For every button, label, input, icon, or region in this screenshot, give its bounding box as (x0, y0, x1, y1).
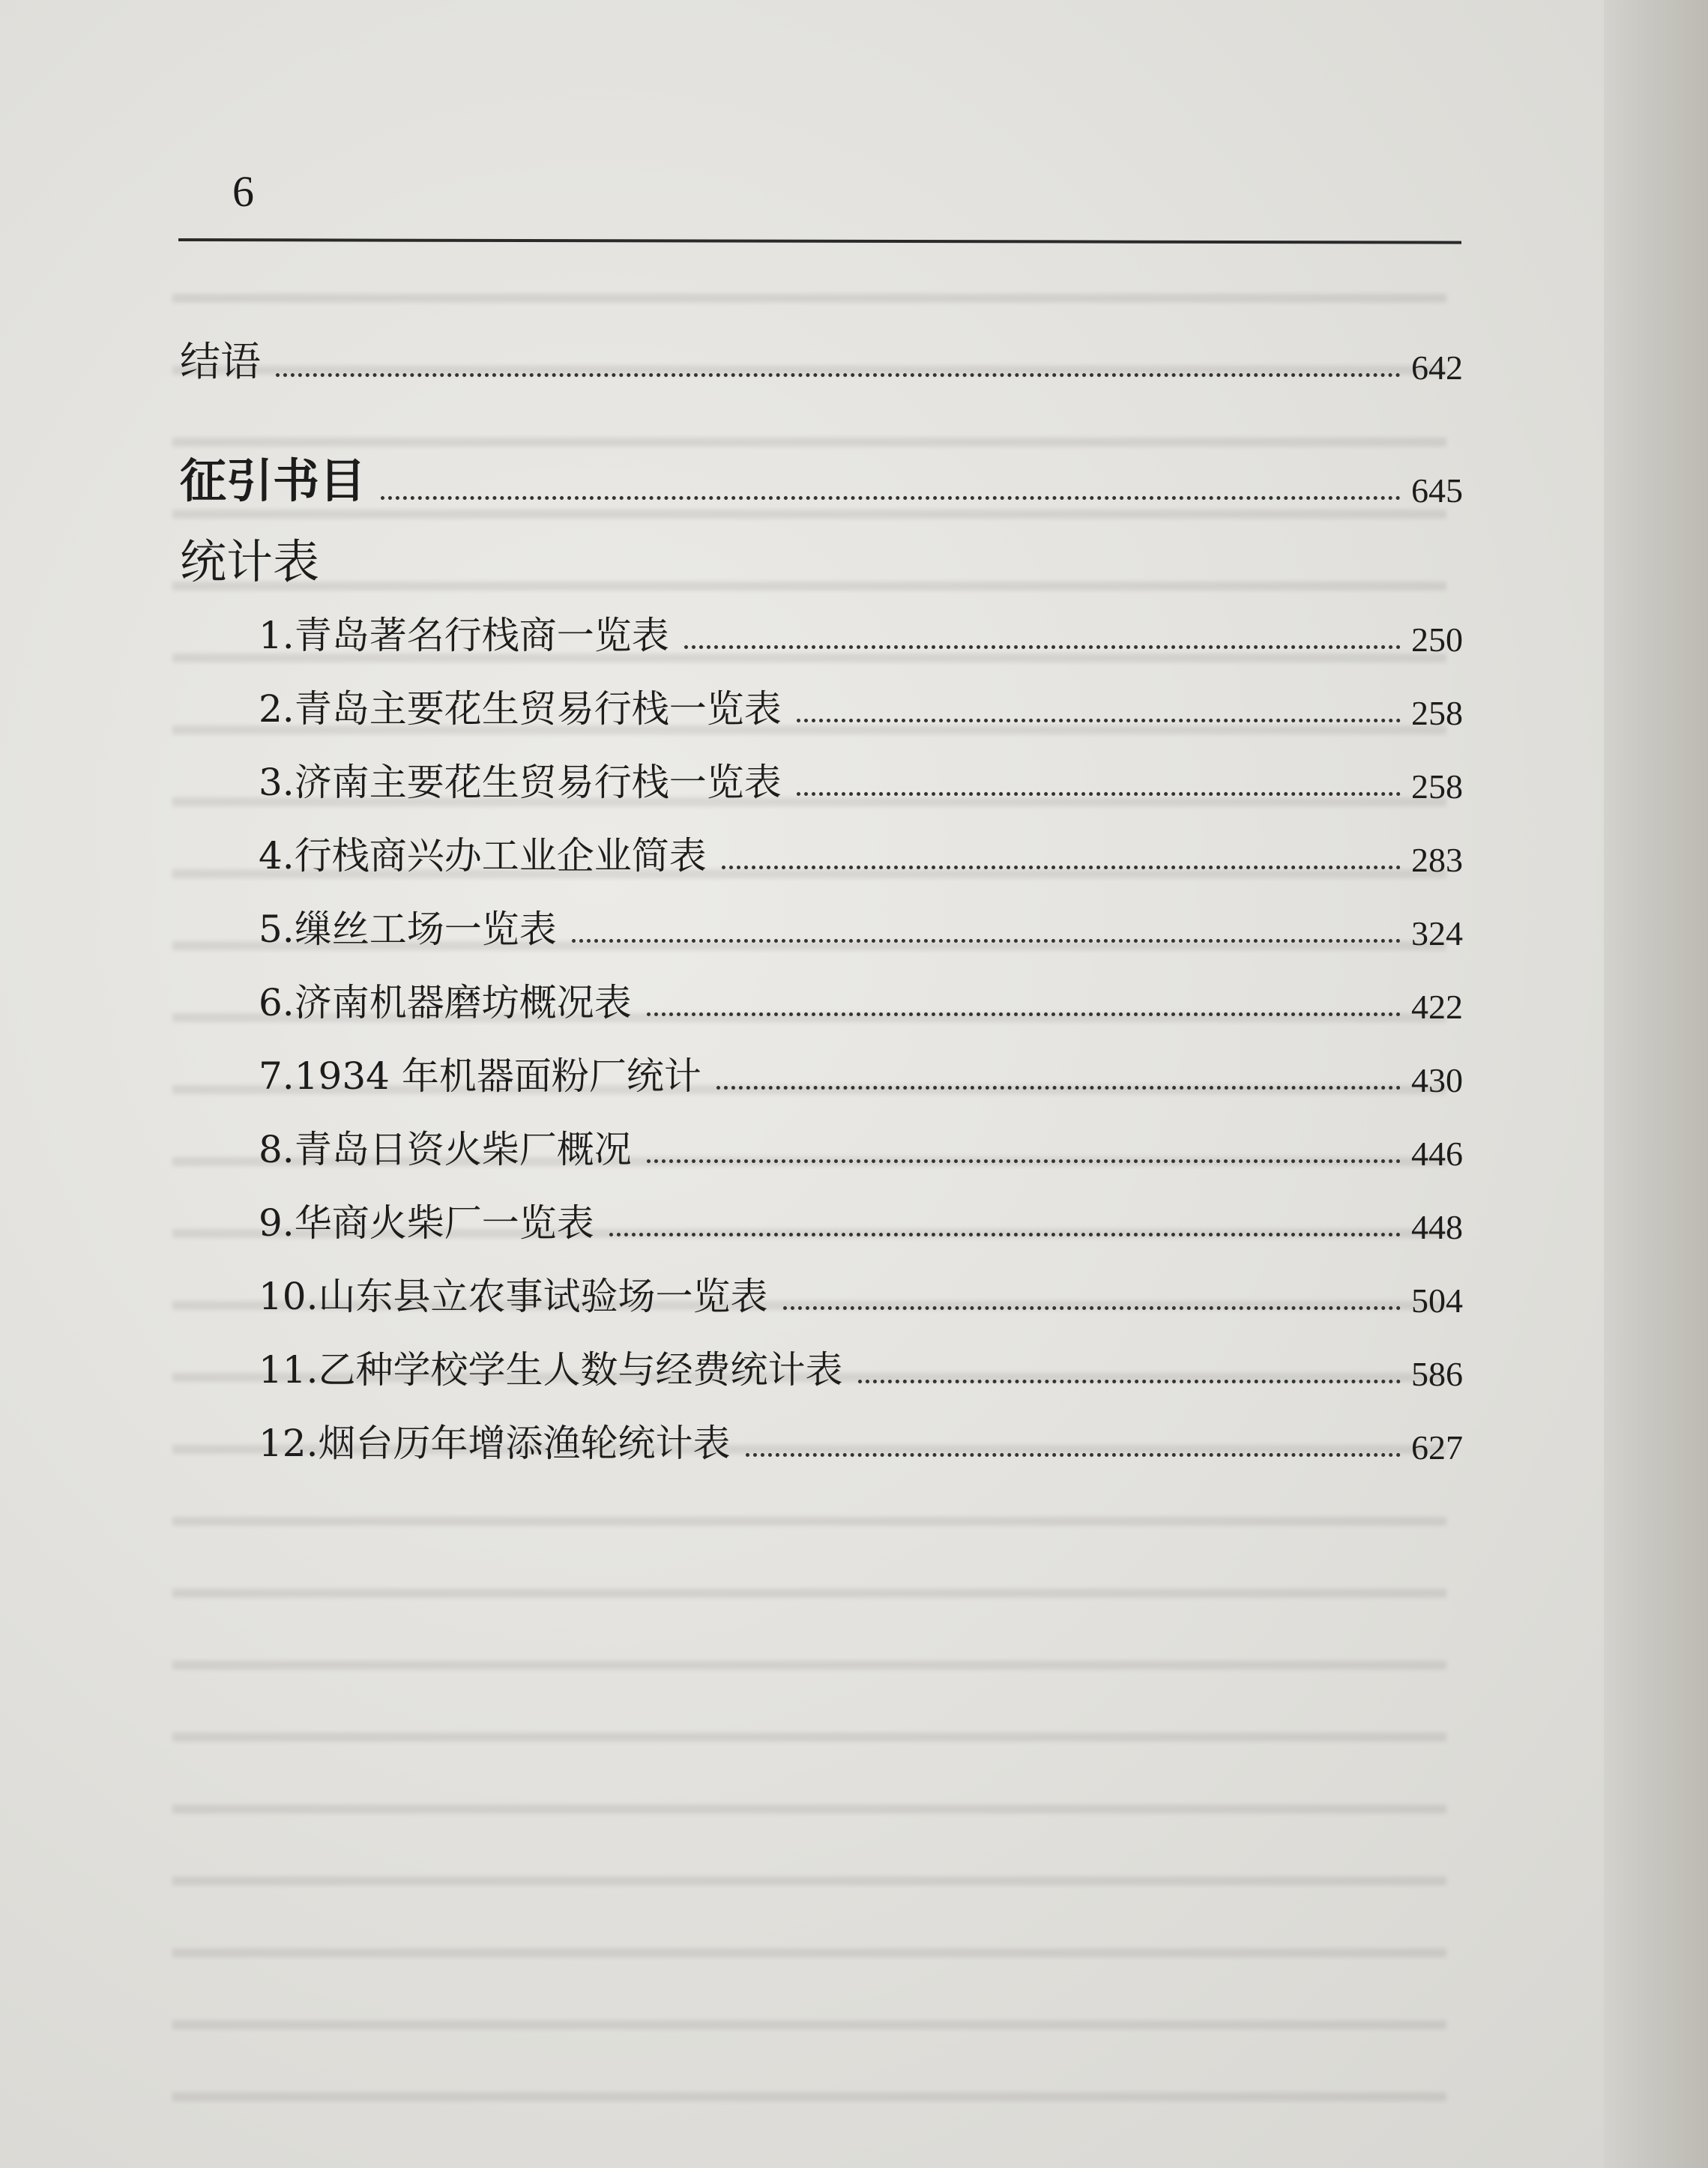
table-entry-label: 1.青岛著名行栈商一览表 (259, 614, 669, 657)
page-number: 6 (232, 167, 254, 216)
leader-dots (381, 496, 1401, 500)
table-entry (259, 973, 1463, 1027)
table-entry-label: 9.华商火柴厂一览表 (259, 1201, 594, 1245)
table-entry-page: 258 (1411, 694, 1463, 732)
table-entry-label: 7.1934 年机器面粉厂统计 (259, 1054, 701, 1098)
table-entry (259, 1340, 1463, 1394)
table-entry (259, 826, 1463, 880)
table-entry-label: 2.青岛主要花生贸易行栈一览表 (259, 687, 782, 731)
leader-dots (609, 1233, 1401, 1237)
leader-dots (684, 645, 1401, 649)
table-entry-page: 283 (1411, 841, 1463, 879)
toc-entry-page: 645 (1411, 471, 1463, 510)
toc-entry-label: 征引书目 (180, 453, 366, 508)
page-edge-shadow (1604, 0, 1708, 2168)
leader-dots (647, 1159, 1401, 1163)
table-entry-page: 324 (1411, 914, 1463, 952)
table-entry-label: 5.缫丝工场一览表 (259, 908, 557, 951)
table-entry-label: 6.济南机器磨坊概况表 (259, 981, 632, 1024)
table-entry-page: 627 (1411, 1428, 1463, 1467)
table-entry (259, 1046, 1463, 1100)
leader-dots (746, 1453, 1401, 1457)
table-entry (259, 1193, 1463, 1247)
table-entry-label: 11.乙种学校学生人数与经费统计表 (259, 1348, 843, 1392)
leader-dots (797, 792, 1401, 796)
leader-dots (572, 939, 1401, 943)
table-entry (259, 1266, 1463, 1320)
show-through-text (172, 247, 1446, 2121)
table-entry-label: 3.济南主要花生贸易行栈一览表 (259, 761, 782, 804)
toc-entry-conclusion (180, 330, 1463, 387)
table-entry-page: 258 (1411, 767, 1463, 806)
table-entry (259, 1413, 1463, 1467)
table-entry (259, 752, 1463, 806)
table-entry-page: 446 (1411, 1135, 1463, 1173)
toc-entry-page: 642 (1411, 348, 1463, 387)
table-entry-page: 250 (1411, 620, 1463, 659)
table-entry-label: 8.青岛日资火柴厂概况 (259, 1128, 632, 1171)
leader-dots (722, 866, 1401, 869)
table-entry-page: 586 (1411, 1355, 1463, 1393)
table-entry-label: 4.行栈商兴办工业企业简表 (259, 834, 707, 878)
table-entry (259, 899, 1463, 953)
table-entry-page: 422 (1411, 988, 1463, 1026)
section-heading: 统计表 (180, 534, 320, 589)
table-entry-label: 10.山东县立农事试验场一览表 (259, 1275, 768, 1318)
leader-dots (797, 719, 1401, 722)
toc-entry-label: 结语 (180, 338, 261, 385)
header-rule (178, 238, 1461, 244)
table-entry (259, 679, 1463, 733)
leader-dots (276, 373, 1401, 377)
leader-dots (858, 1380, 1401, 1383)
table-entry-page: 448 (1411, 1208, 1463, 1246)
leader-dots (647, 1012, 1401, 1016)
table-entry-page: 430 (1411, 1061, 1463, 1099)
table-entry-label: 12.烟台历年增添渔轮统计表 (259, 1422, 731, 1465)
toc-entry-bibliography (180, 444, 1463, 510)
leader-dots (783, 1306, 1401, 1310)
leader-dots (716, 1086, 1401, 1090)
table-entry (259, 606, 1463, 659)
table-entry (259, 1120, 1463, 1174)
table-entry-page: 504 (1411, 1281, 1463, 1320)
